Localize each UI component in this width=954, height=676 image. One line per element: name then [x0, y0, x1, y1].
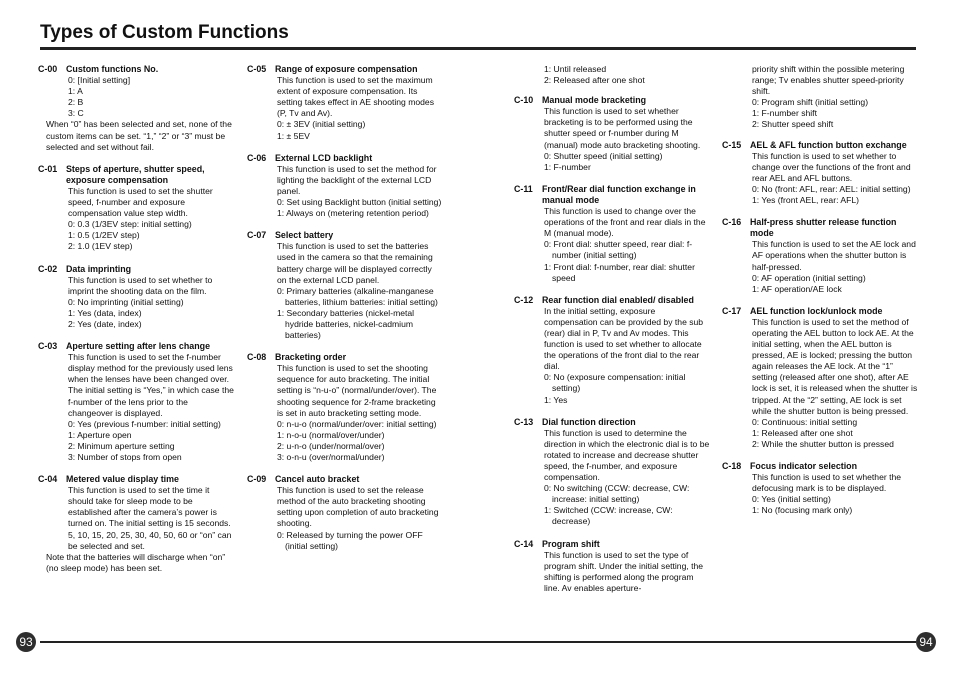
- function-code: C-06: [247, 152, 267, 163]
- function-code: C-07: [247, 230, 267, 241]
- function-heading: [514, 539, 710, 550]
- column-2: [247, 64, 443, 563]
- function-heading: [722, 306, 918, 317]
- function-name: AEL function lock/unlock mode: [750, 305, 883, 316]
- function-option: 1: A: [68, 86, 83, 97]
- function-heading: [514, 295, 710, 306]
- function-code: C-10: [514, 95, 534, 106]
- function-heading: [38, 64, 234, 75]
- function-heading: [514, 95, 710, 106]
- function-option: 0: AF operation (initial setting): [752, 272, 866, 283]
- function-option: 0: Program shift (initial setting): [752, 97, 869, 108]
- function-heading: [247, 153, 443, 164]
- title-rule: [40, 47, 916, 50]
- function-description: This function is used to set the AE lock and AF operations when the shutter button is half-pressed.: [752, 239, 916, 272]
- function-option: 1: No (focusing mark only): [752, 505, 853, 516]
- function-option: 0: No switching (CCW: decrease, CW: increase: initial setting): [544, 483, 690, 505]
- function-description: This function is used to set the method of operating the AEL button to lock AE. At the initial setting, when the AEL button is pressed, AE is locked; pressing the button again releases the AE lock. At the “1” setting (released after one shot), after AE lock is set, it is released when the shutter is tripped. At the “2” setting, AE lock is set while the shutter button is being pressed.: [752, 316, 918, 416]
- function-code: C-05: [247, 64, 267, 74]
- function-option: 0: n-u-o (normal/under/over: initial setting): [277, 418, 437, 429]
- function-option: 1: Yes (data, index): [68, 307, 142, 318]
- function-option: 1: Switched (CCW: increase, CW: decrease): [544, 505, 673, 527]
- function-option: 2: While the shutter button is pressed: [752, 438, 894, 449]
- function-section: [247, 352, 443, 463]
- function-name: Custom functions No.: [66, 64, 159, 74]
- function-description: This function is used to set the batteries used in the camera so that the remaining battery charge will be displayed correctly on the external LCD panel.: [277, 241, 433, 285]
- function-name: Steps of aperture, shutter speed, exposure compensation: [66, 163, 205, 185]
- function-section: [722, 64, 918, 131]
- function-option: 2: B: [68, 97, 84, 108]
- column-3: [514, 64, 710, 605]
- function-description: This function is used to set the release method of the auto bracketing shooting setting upon completion of auto bracketing shooting.: [277, 485, 439, 529]
- function-option: 0: Yes (initial setting): [752, 494, 831, 505]
- function-option: 3: C: [68, 108, 84, 119]
- function-option: 0: [Initial setting]: [68, 75, 131, 86]
- function-name: Metered value display time: [66, 474, 179, 485]
- function-description: This function is used to set the type of program shift. Under the initial setting, the shifting is performed along the program line. Av enables aperture-: [544, 549, 704, 593]
- function-code: C-09: [247, 474, 267, 485]
- function-code: C-08: [247, 352, 267, 363]
- function-option: 1: AF operation/AE lock: [752, 283, 842, 294]
- function-option: 3: Number of stops from open: [68, 452, 182, 462]
- function-section: [722, 217, 918, 295]
- page-title: Types of Custom Functions: [40, 22, 289, 43]
- function-section: [514, 95, 710, 173]
- function-section: [247, 474, 443, 552]
- function-section: [38, 474, 234, 574]
- function-name: Focus indicator selection: [750, 461, 858, 471]
- function-section: [247, 64, 443, 142]
- function-description: This function is used to change over the operations of the front and rear dials in the M (manual mode).: [544, 206, 706, 239]
- function-description: This function is used to set the shooting sequence for auto bracketing. The initial setting is “n-u-o” (normal/under/over). The shooting sequence for 2-frame bracketing is set in auto bracketing setting mode.: [277, 363, 437, 418]
- function-option: 1: Yes (front AEL, rear: AFL): [752, 195, 860, 206]
- function-description: This function is used to set the time it should take for sleep mode to be established after the camera’s power is turned on. The initial setting is 15 seconds. 5, 10, 15, 20, 25, 30, 40, 50, 60 or “on” can be selected and set.: [68, 485, 232, 551]
- function-heading: [247, 474, 443, 485]
- function-option: 1: Released after one shot: [752, 427, 853, 438]
- function-section: [722, 140, 918, 207]
- function-name: External LCD backlight: [275, 152, 373, 163]
- function-description: This function is used to set the maximum extent of exposure compensation. Its setting takes effect in AE shooting modes (P, Tv and Av).: [277, 75, 435, 119]
- function-note: When “0” has been selected and set, none of the custom items can be set. “1,” “2” or “3” must be selected and set without fail.: [46, 119, 232, 152]
- function-code: C-15: [722, 139, 742, 150]
- function-option: 0: Released by turning the power OFF (initial setting): [277, 529, 423, 551]
- function-option: 1: 0.5 (1/2EV step): [68, 230, 140, 241]
- function-section: [514, 64, 710, 86]
- function-option: 1: Always on (metering retention period): [277, 208, 429, 219]
- function-code: C-11: [514, 183, 533, 194]
- function-section: [247, 230, 443, 341]
- function-heading: [722, 217, 918, 239]
- function-section: [514, 184, 710, 284]
- function-option: 0: Primary batteries (alkaline-manganese batteries, lithium batteries: initial setting): [277, 285, 438, 307]
- function-name: Front/Rear dial function exchange in manual mode: [542, 183, 696, 205]
- function-option: 1: n-o-u (normal/over/under): [277, 429, 385, 440]
- function-code: C-13: [514, 416, 534, 427]
- function-option: 0: Front dial: shutter speed, rear dial: f-number (initial setting): [544, 239, 693, 261]
- function-option: 2: Shutter speed shift: [752, 119, 834, 130]
- function-code: C-00: [38, 64, 58, 74]
- function-section: [514, 417, 710, 528]
- function-name: Range of exposure compensation: [275, 64, 418, 74]
- function-name: Manual mode bracketing: [542, 95, 647, 106]
- function-section: [722, 461, 918, 516]
- function-description: priority shift within the possible metering range; Tv enables shutter speed-priority shift.: [752, 64, 905, 97]
- function-option: 2: u-n-o (under/normal/over): [277, 440, 385, 451]
- function-option: 0: ± 3EV (initial setting): [277, 119, 366, 130]
- function-option: 0: No (exposure compensation: initial setting): [544, 372, 686, 394]
- function-option: 0: Shutter speed (initial setting): [544, 150, 663, 161]
- function-section: [38, 64, 234, 153]
- function-heading: [514, 417, 710, 428]
- function-option: 2: Yes (date, index): [68, 318, 142, 329]
- function-heading: [38, 341, 234, 352]
- function-option: 2: Minimum aperture setting: [68, 440, 175, 451]
- function-option: 0: Continuous: initial setting: [752, 416, 858, 427]
- function-name: Half-press shutter release function mode: [750, 217, 897, 239]
- function-option: 0: 0.3 (1/3EV step: initial setting): [68, 219, 192, 230]
- function-option: 1: Yes: [544, 394, 568, 405]
- function-code: C-01: [38, 163, 58, 174]
- function-option: 1: Aperture open: [68, 429, 132, 440]
- function-code: C-16: [722, 217, 742, 228]
- function-heading: [38, 164, 234, 186]
- function-option: 0: No (front: AFL, rear: AEL: initial setting): [752, 183, 911, 194]
- function-heading: [722, 461, 918, 472]
- footer-rule: [40, 641, 916, 643]
- function-option: 0: Yes (previous f-number: initial setting): [68, 418, 221, 429]
- function-description: This function is used to set whether to imprint the shooting data on the film.: [68, 274, 213, 296]
- function-description: This function is used to set whether to change over the functions of the front and rear AEL and AFL buttons.: [752, 150, 911, 183]
- function-code: C-17: [722, 305, 742, 316]
- function-code: C-02: [38, 263, 58, 274]
- function-name: Data imprinting: [66, 263, 132, 274]
- function-code: C-04: [38, 474, 58, 485]
- function-description: In the initial setting, exposure compensation can be provided by the sub (rear) dial in P, Tv and Av modes. This function is used to set whether to allocate the operations of the front dial to the rear dial.: [544, 305, 704, 372]
- function-description: This function is used to set the shutter speed, f-number and exposure compensation value step width.: [68, 185, 213, 219]
- page-number-left: 93: [16, 632, 36, 652]
- function-heading: [722, 140, 918, 151]
- function-code: C-14: [514, 538, 534, 549]
- function-option: 0: No imprinting (initial setting): [68, 296, 184, 307]
- function-option: 3: o-n-u (over/normal/under): [277, 452, 385, 462]
- function-heading: [247, 230, 443, 241]
- function-name: Rear function dial enabled/ disabled: [542, 294, 694, 305]
- function-section: [38, 164, 234, 253]
- function-name: Aperture setting after lens change: [66, 341, 211, 352]
- function-option: 1: Until released: [544, 64, 607, 74]
- function-heading: [514, 184, 710, 206]
- function-section: [38, 264, 234, 331]
- function-option: 0: Set using Backlight button (initial setting): [277, 197, 442, 208]
- function-option: 1: F-number shift: [752, 108, 817, 119]
- function-option: 2: Released after one shot: [544, 75, 645, 86]
- function-name: Cancel auto bracket: [275, 474, 360, 485]
- page-number-right: 94: [916, 632, 936, 652]
- function-description: This function is used to set the method for lighting the backlight of the external LCD panel.: [277, 163, 437, 196]
- function-section: [514, 295, 710, 406]
- function-option: 1: ± 5EV: [277, 130, 310, 141]
- function-name: Select battery: [275, 230, 334, 241]
- function-description: This function is used to set the f-number display method for the previously used lens when the lenses have been changed over. The initial setting is “Yes,” in which case the f-number of the lens prior to the changeover is displayed.: [68, 352, 234, 418]
- function-code: C-18: [722, 461, 742, 471]
- function-heading: [247, 352, 443, 363]
- function-name: Program shift: [542, 538, 600, 549]
- function-note: Note that the batteries will discharge when “on” (no sleep mode) has been set.: [46, 551, 226, 573]
- function-section: [722, 306, 918, 450]
- column-4: [722, 64, 918, 527]
- function-option: 2: 1.0 (1EV step): [68, 241, 133, 252]
- function-option: 1: Secondary batteries (nickel-metal hydride batteries, nickel-cadmium batteries): [277, 307, 415, 341]
- function-section: [247, 153, 443, 220]
- function-section: [514, 539, 710, 594]
- function-description: This function is used to set whether bracketing is to be performed using the shutter speed or f-number during M (manual) mode auto bracketing shooting.: [544, 106, 701, 150]
- function-option: 1: Front dial: f-number, rear dial: shutter speed: [544, 261, 695, 283]
- function-name: AEL & AFL function button exchange: [750, 139, 907, 150]
- function-heading: [38, 474, 234, 485]
- function-code: C-12: [514, 294, 534, 305]
- function-heading: [247, 64, 443, 75]
- function-description: This function is used to determine the direction in which the electronic dial is to be rotated to increase and decrease shutter speed, the f-number, and exposure compensation.: [544, 427, 710, 483]
- function-option: 1: F-number: [544, 161, 591, 172]
- function-description: This function is used to set whether the defocusing mark is to be displayed.: [752, 472, 902, 494]
- column-1: [38, 64, 234, 585]
- function-name: Bracketing order: [275, 352, 347, 363]
- function-code: C-03: [38, 341, 58, 352]
- function-heading: [38, 264, 234, 275]
- function-name: Dial function direction: [542, 416, 636, 427]
- function-section: [38, 341, 234, 463]
